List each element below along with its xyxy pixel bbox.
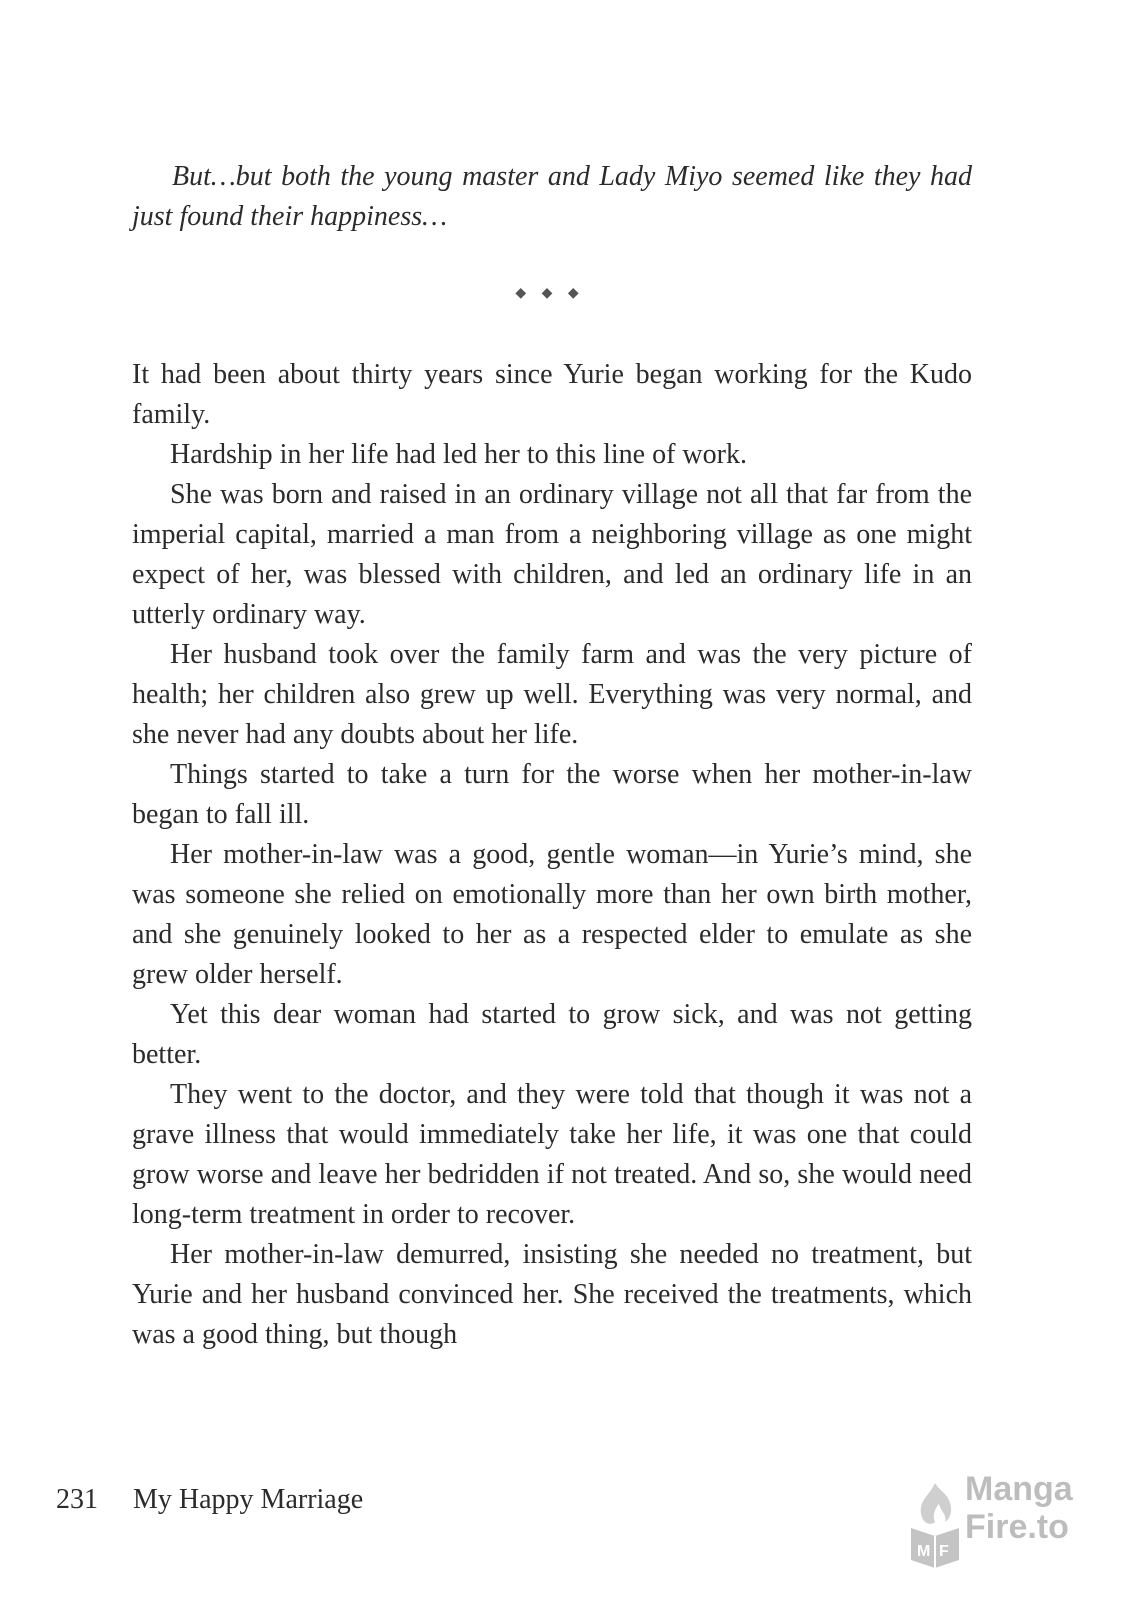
paragraph: It had been about thirty years since Yurie began working for the Kudo family. xyxy=(132,359,972,430)
paragraph: Her mother-in-law demurred, insisting she needed no treatment, but Yurie and her husband convinced her. She received the treatments, which was a good thing, but though xyxy=(132,1239,972,1350)
flame-book-logo-icon xyxy=(905,1478,965,1568)
italic-paragraph: But…but both the young master and Lady Miyo seemed like they had just found their happiness… xyxy=(132,161,972,232)
paragraph: She was born and raised in an ordinary village not all that far from the imperial capital, married a man from a neighboring village as one might expect of her, was blessed with children, and led an ordinary life in an utterly ordinary way. xyxy=(132,479,972,630)
svg-text:F: F xyxy=(939,1543,949,1560)
paragraph: Yet this dear woman had started to grow sick, and was not getting better. xyxy=(132,999,972,1070)
mangafire-watermark xyxy=(905,1470,1105,1570)
page-footer xyxy=(56,1484,363,1516)
watermark-line-2: Fire.to xyxy=(965,1508,1069,1546)
watermark-line-1: Manga xyxy=(965,1470,1073,1508)
book-title: My Happy Marriage xyxy=(133,1484,364,1515)
paragraph: Her mother-in-law was a good, gentle woman—in Yurie’s mind, she was someone she relied on emotionally more than her own birth mother, and she genuinely looked to her as a respected elder to emulate as she grew older herself. xyxy=(132,839,972,990)
svg-text:M: M xyxy=(917,1543,931,1560)
paragraph: Things started to take a turn for the worse when her mother-in-law began to fall ill. xyxy=(132,759,972,830)
body-text xyxy=(132,355,972,1355)
page-number: 231 xyxy=(56,1484,98,1515)
watermark-text xyxy=(965,1470,1073,1546)
paragraph: Her husband took over the family farm and was the very picture of health; her children also grew up well. Everything was very normal, and she never had any doubts about her life. xyxy=(132,639,972,750)
scene-break-ornament: ◆ ◆ ◆ xyxy=(515,286,585,301)
paragraph: They went to the doctor, and they were told that though it was not a grave illness that would immediately take her life, it was one that could grow worse and leave her bedridden if not treated. And so, she would need long-term treatment in order to recover. xyxy=(132,1079,972,1230)
paragraph: Hardship in her life had led her to this line of work. xyxy=(170,439,747,470)
